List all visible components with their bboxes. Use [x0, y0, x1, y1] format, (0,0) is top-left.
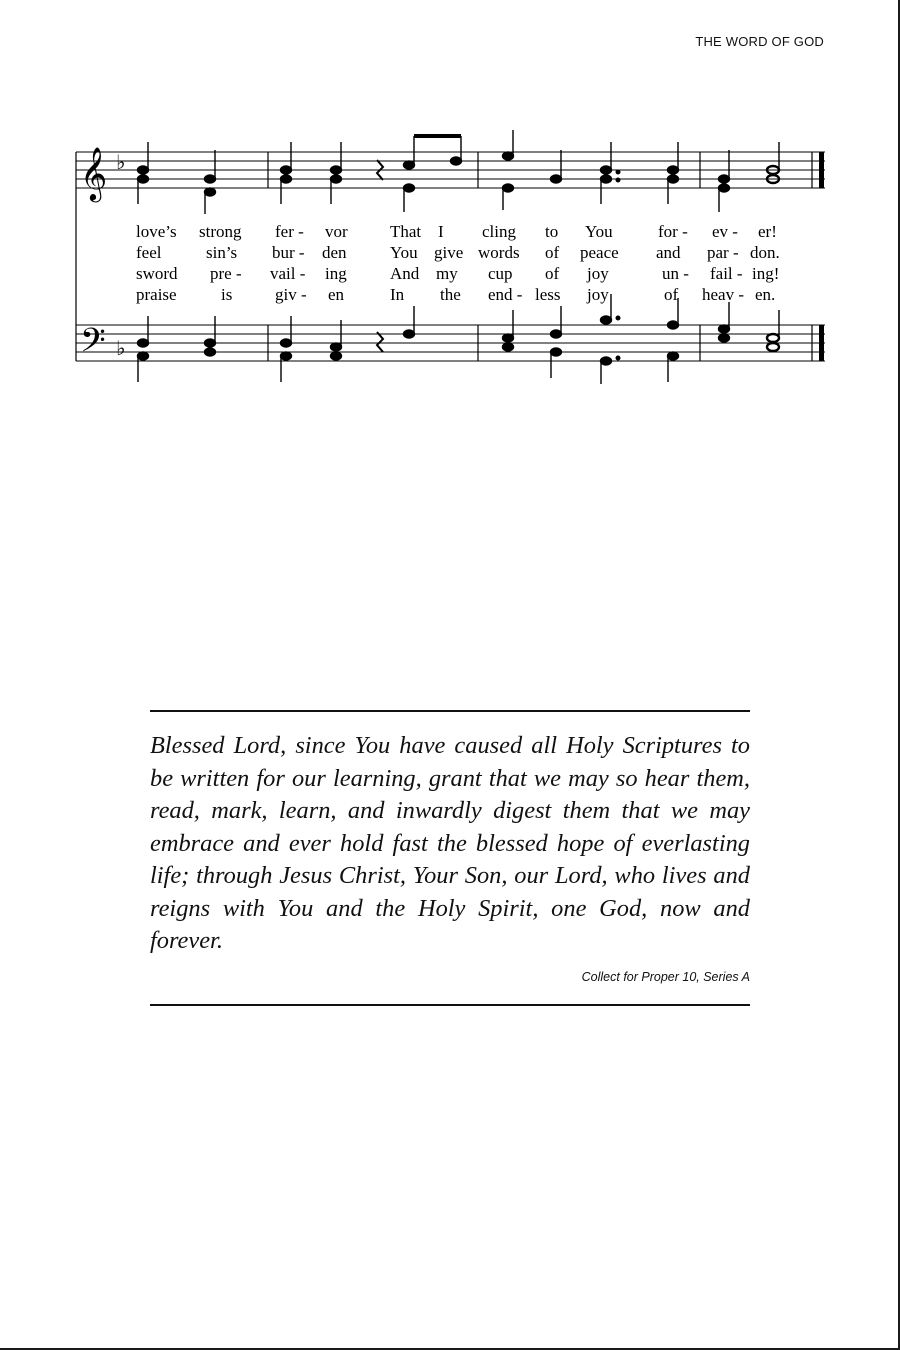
collect-prayer: Blessed Lord, since You have caused all Holy Scriptures to be written for our learning, grant that we may so hear them, read, mark, learn, and inwardly digest them that we may embrace and ever hold fast the blessed hope of everlasting life; through Jesus Christ, Your Son, our Lord, who lives and reigns with You and the Holy Spirit, one God, now and forever.: [150, 732, 750, 954]
key-signature-treble: ♭: [116, 150, 126, 174]
running-header: THE WORD OF GOD: [695, 34, 824, 49]
treble-staff: [76, 152, 825, 188]
bass-clef-icon: 𝄢: [80, 322, 106, 368]
bass-rest-icon: [377, 332, 383, 352]
prayer-bottom-rule: [150, 1004, 750, 1006]
bass-staff: [76, 325, 825, 361]
lyric-verse-1: love’s strong fer - vor That I cling to You for - ev - er!: [136, 222, 777, 241]
treble-clef-icon: 𝄞: [80, 146, 108, 200]
prayer-top-rule: [150, 710, 750, 712]
key-signature-bass: ♭: [116, 336, 126, 360]
treble-notes: [138, 130, 780, 214]
lyric-verse-3: sword pre - vail - ing And my cup of joy un - fail - ing!: [136, 264, 780, 283]
lyric-verse-2: feel sin’s bur - den You give words of peace and par - don.: [136, 243, 780, 262]
lyric-verse-4: praise is giv - en In the end - less joy of heav - en.: [136, 285, 776, 304]
prayer-attribution: Collect for Proper 10, Series A: [581, 970, 750, 984]
bass-notes: [138, 294, 780, 384]
